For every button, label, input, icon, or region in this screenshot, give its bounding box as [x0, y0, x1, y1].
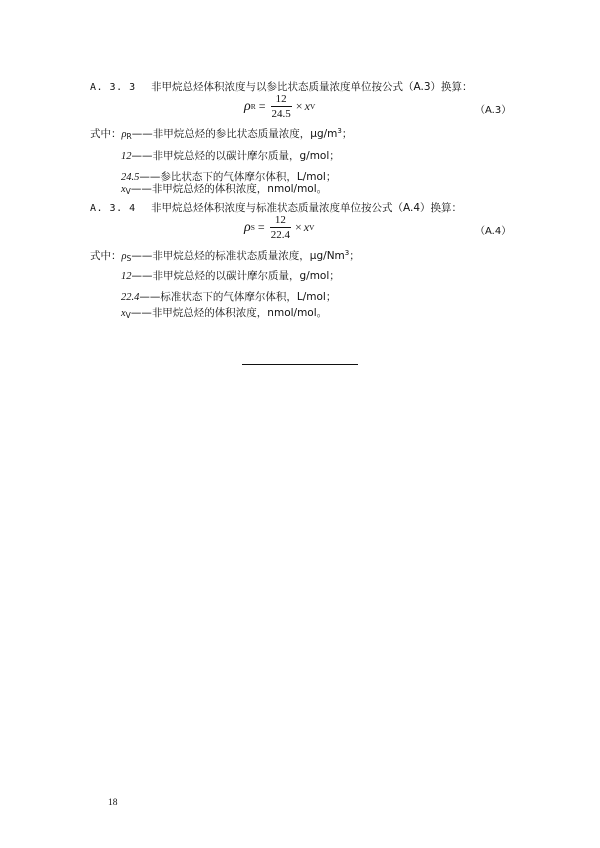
- definition-line: [121, 181, 327, 196]
- formula-a3: [244, 93, 315, 120]
- definition-line: [90, 126, 352, 141]
- formula-equals: =: [258, 99, 266, 114]
- formula-equals: =: [257, 220, 265, 235]
- definition-symbol-sub: R: [126, 132, 132, 141]
- definition-symbol: 22.4: [121, 292, 140, 303]
- definition-symbol: 12: [121, 151, 132, 162]
- definition-text: ——非甲烷总烃的体积浓度，nmol/mol。: [130, 307, 328, 319]
- formula-rhs-symbol: x: [303, 220, 310, 235]
- formula-denominator: 24.5: [271, 108, 291, 121]
- definition-text: ——非甲烷总烃的参比状态质量浓度，μg/m: [131, 128, 338, 140]
- formula-times: ×: [294, 220, 302, 235]
- definition-end: ；: [341, 128, 353, 140]
- definition-symbol: 12: [121, 271, 132, 282]
- formula-fraction: [270, 214, 291, 241]
- definition-symbol: ρ: [121, 129, 127, 140]
- definition-line: [90, 248, 360, 263]
- formula-denominator: 22.4: [270, 229, 290, 242]
- formula-numerator: 12: [274, 214, 286, 226]
- definition-text: ——非甲烷总烃的以碳计摩尔质量，g/mol；: [131, 150, 340, 162]
- definition-end: ；: [349, 250, 360, 262]
- formula-a4: [244, 214, 314, 241]
- section-title: 非甲烷总烃体积浓度与以参比状态质量浓度单位按公式（A.3）换算：: [151, 81, 473, 93]
- definition-text: ——参比状态下的气体摩尔体积，L/mol；: [139, 171, 337, 183]
- where-label: 式中：: [90, 250, 122, 262]
- formula-rhs-sub: V: [309, 102, 316, 112]
- definition-text: ——标准状态下的气体摩尔体积，L/mol；: [139, 291, 337, 303]
- section-title: 非甲烷总烃体积浓度与标准状态质量浓度单位按公式（A.4）换算：: [151, 202, 463, 214]
- formula-fraction: [271, 93, 292, 120]
- formula-lhs-sub: S: [250, 223, 255, 233]
- formula-numerator: 12: [275, 93, 287, 105]
- definition-line: [121, 148, 340, 163]
- formula-lhs-symbol: ρ: [244, 219, 251, 235]
- definition-line: [121, 289, 336, 304]
- definition-line: [121, 305, 327, 320]
- definition-text: ——非甲烷总烃的标准状态质量浓度，μg/Nm: [131, 250, 345, 262]
- definition-symbol: x: [121, 184, 126, 195]
- formula-rhs-symbol: x: [304, 99, 310, 114]
- formula-lhs-sub: R: [250, 102, 256, 112]
- equation-number: （A.3）: [475, 105, 512, 116]
- section-number: A. 3. 4: [90, 203, 136, 214]
- definition-text: ——非甲烷总烃的体积浓度，nmol/mol。: [130, 183, 328, 195]
- end-rule: [242, 364, 358, 365]
- formula-lhs-symbol: ρ: [244, 98, 251, 114]
- definition-symbol-sub: S: [126, 254, 132, 263]
- where-label: 式中：: [90, 128, 122, 140]
- definition-line: [121, 268, 340, 283]
- definition-sup: 3: [344, 249, 350, 257]
- equation-number: （A.4）: [475, 226, 512, 237]
- definition-text: ——非甲烷总烃的以碳计摩尔质量，g/mol；: [131, 270, 340, 282]
- definition-sup: 3: [337, 127, 342, 135]
- definition-symbol: 24.5: [121, 172, 140, 183]
- formula-times: ×: [295, 99, 303, 114]
- section-heading-a34: [90, 200, 462, 215]
- definition-symbol-sub: V: [125, 311, 131, 320]
- definition-symbol: x: [121, 308, 126, 319]
- page-number: 18: [108, 798, 118, 808]
- formula-rhs-sub: V: [309, 223, 315, 233]
- definition-symbol: ρ: [121, 251, 127, 262]
- section-heading-a33: [90, 79, 473, 94]
- section-number: A. 3. 3: [90, 82, 136, 93]
- definition-symbol-sub: V: [125, 187, 131, 196]
